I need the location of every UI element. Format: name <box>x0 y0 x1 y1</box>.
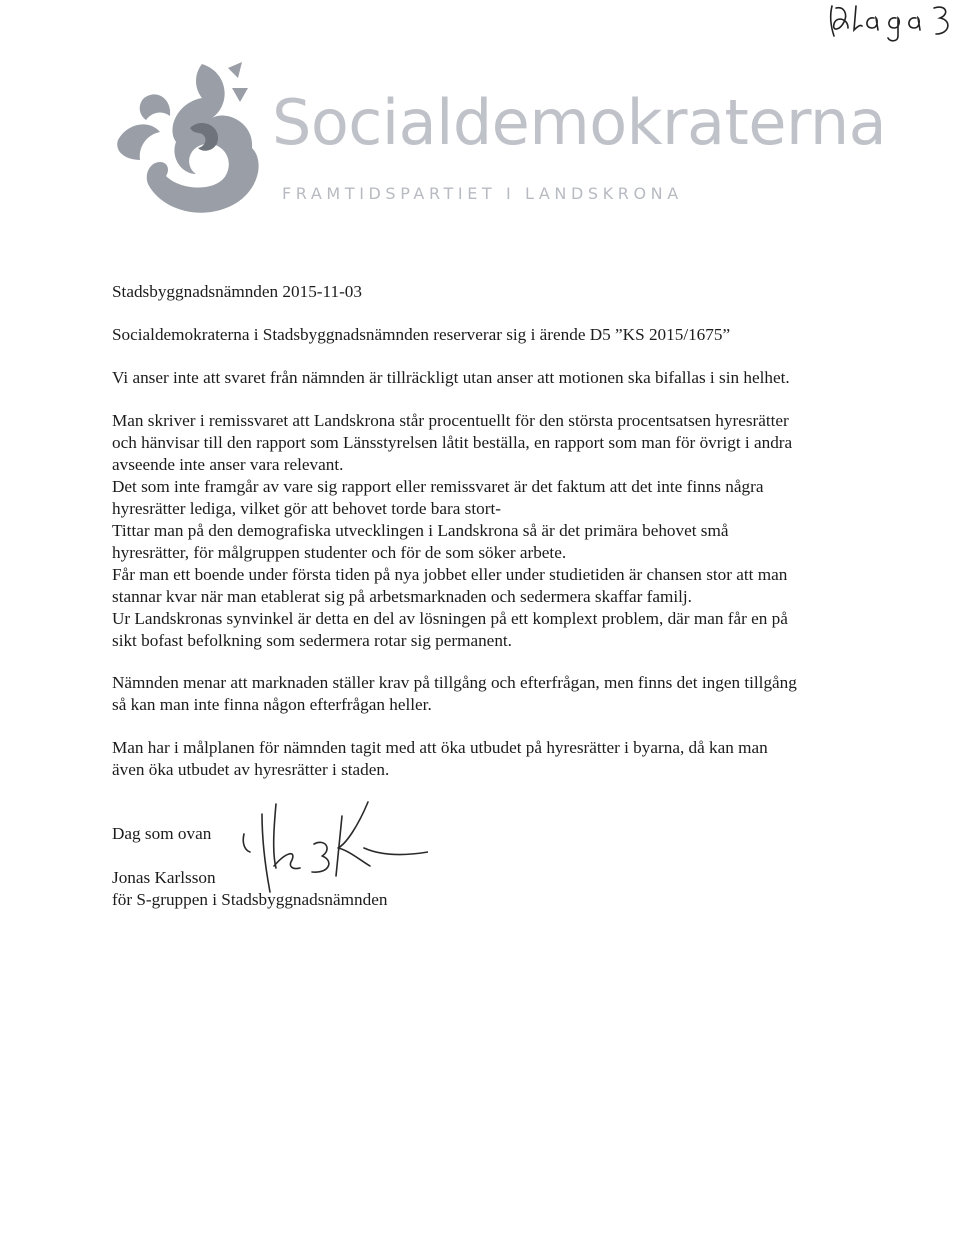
paragraph-line: Tittar man på den demografiska utvecklingen i Landskrona så är det primära behovet små <box>112 521 729 540</box>
paragraph-line: Det som inte framgår av vare sig rapport eller remissvaret är det faktum att det inte finns några <box>112 477 764 496</box>
paragraph-line: stannar kvar när man etablerat sig på arbetsmarknaden och sedermera skaffar familj. <box>112 587 692 606</box>
paragraph-1 <box>112 410 872 476</box>
paragraph-line: hyresrätter, för målgruppen studenter och för de som söker arbete. <box>112 543 567 562</box>
handwritten-annotation <box>822 0 954 46</box>
position-statement: Vi anser inte att svaret från nämnden är tillräckligt utan anser att motionen ska bifallas i sin helhet. <box>112 368 790 387</box>
paragraph-line: Nämnden menar att marknaden ställer krav på tillgång och efterfrågan, men finns det ingen tillgång <box>112 673 797 692</box>
paragraph-line: Man skriver i remissvaret att Landskrona står procentuellt för den största procentsatsen hyresrätter <box>112 411 789 430</box>
signer-name: Jonas Karlsson <box>112 868 216 887</box>
paragraph-line: sikt bofast befolkning som sedermera rotar sig permanent. <box>112 631 512 650</box>
letterhead-tagline: FRAMTIDSPARTIET I LANDSKRONA <box>282 184 683 203</box>
paragraph-2 <box>112 476 872 652</box>
paragraph-line: så kan man inte finna någon efterfrågan heller. <box>112 695 432 714</box>
letterhead-brand: Socialdemokraterna <box>272 86 887 159</box>
paragraph-line: Man har i målplanen för nämnden tagit med att öka utbudet på hyresrätter i byarna, då kan man <box>112 738 768 757</box>
handwritten-signature <box>232 796 428 920</box>
paragraph-line: även öka utbudet av hyresrätter i staden. <box>112 760 390 779</box>
paragraph-line: och hänvisar till den rapport som Länsstyrelsen låtit beställa, en rapport som man för övrigt i andra <box>112 433 793 452</box>
party-rose-logo <box>108 58 276 216</box>
paragraph-line: Får man ett boende under första tiden på nya jobbet eller under studietiden är chansen stor att man <box>112 565 788 584</box>
reservation-statement: Socialdemokraterna i Stadsbyggnadsnämnden reserverar sig i ärende D5 ”KS 2015/1675” <box>112 325 731 344</box>
paragraph-4 <box>112 737 872 781</box>
paragraph-3 <box>112 672 872 716</box>
letter-heading: Stadsbyggnadsnämnden 2015-11-03 <box>112 282 362 301</box>
paragraph-line: Ur Landskronas synvinkel är detta en del av lösningen på ett komplext problem, där man får en på <box>112 609 788 628</box>
paragraph-line: avseende inte anser vara relevant. <box>112 455 344 474</box>
closing-line: Dag som ovan <box>112 824 212 843</box>
paragraph-line: hyresrätter lediga, vilket gör att behovet torde bara stort- <box>112 499 501 518</box>
signer-group: för S-gruppen i Stadsbyggnadsnämnden <box>112 890 388 909</box>
